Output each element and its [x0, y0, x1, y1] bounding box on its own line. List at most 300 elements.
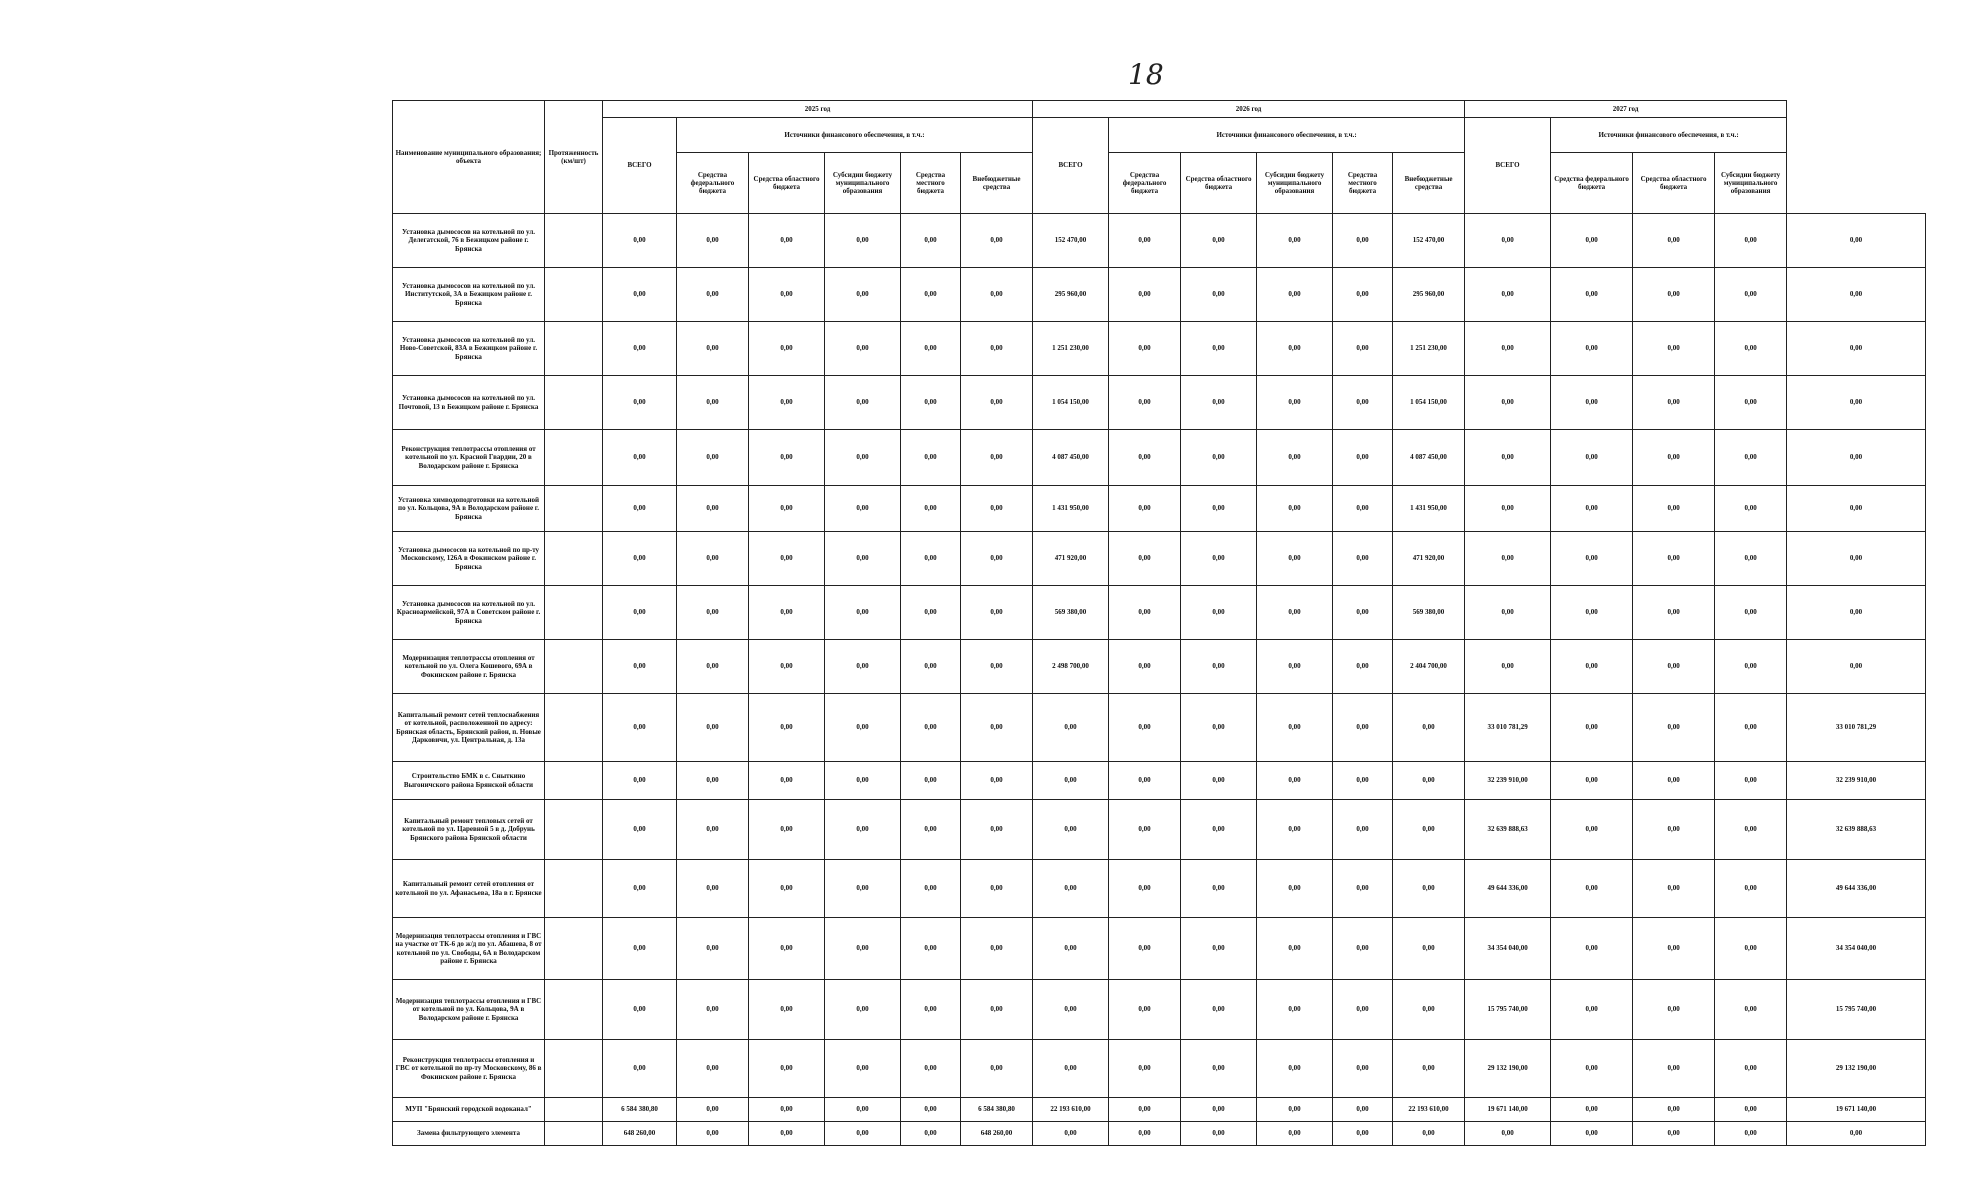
value-cell: 0,00 — [1715, 322, 1787, 376]
value-cell: 0,00 — [901, 800, 961, 860]
value-cell: 0,00 — [1465, 268, 1551, 322]
value-cell: 0,00 — [677, 322, 749, 376]
value-cell: 0,00 — [825, 762, 901, 800]
value-cell: 0,00 — [1257, 486, 1333, 532]
value-cell: 0,00 — [1181, 1098, 1257, 1122]
value-cell: 0,00 — [749, 586, 825, 640]
table-row — [393, 918, 1926, 980]
value-cell: 0,00 — [1257, 918, 1333, 980]
value-cell: 0,00 — [749, 918, 825, 980]
value-cell: 0,00 — [1109, 980, 1181, 1040]
table-row — [393, 1040, 1926, 1098]
value-cell: 0,00 — [1633, 1122, 1715, 1146]
value-cell: 0,00 — [901, 586, 961, 640]
name-column-header: Наименование муниципального образования; объекта — [393, 101, 545, 214]
value-cell: 0,00 — [749, 640, 825, 694]
value-cell: 0,00 — [1715, 486, 1787, 532]
value-cell: 0,00 — [1465, 586, 1551, 640]
value-cell: 152 470,00 — [1033, 214, 1109, 268]
value-cell: 0,00 — [1633, 980, 1715, 1040]
value-cell: 0,00 — [1109, 800, 1181, 860]
value-cell: 0,00 — [825, 376, 901, 430]
value-cell: 0,00 — [1333, 376, 1393, 430]
length-cell — [545, 800, 603, 860]
value-cell: 0,00 — [1465, 376, 1551, 430]
table-row — [393, 532, 1926, 586]
value-cell: 0,00 — [603, 532, 677, 586]
value-cell: 0,00 — [1109, 918, 1181, 980]
value-cell: 0,00 — [1551, 640, 1633, 694]
value-cell: 0,00 — [1181, 860, 1257, 918]
value-cell: 0,00 — [901, 1122, 961, 1146]
value-cell: 0,00 — [1715, 532, 1787, 586]
value-cell: 0,00 — [1787, 430, 1926, 486]
object-name-cell: Установка дымососов на котельной по ул. Ново-Советской, 83А в Бежицком районе г. Брянска — [393, 322, 545, 376]
value-cell: 0,00 — [677, 640, 749, 694]
value-cell: 0,00 — [1257, 860, 1333, 918]
value-cell: 4 087 450,00 — [1393, 430, 1465, 486]
value-cell: 0,00 — [677, 1122, 749, 1146]
value-cell: 0,00 — [1715, 800, 1787, 860]
value-cell: 0,00 — [749, 762, 825, 800]
value-cell: 0,00 — [1033, 800, 1109, 860]
value-cell: 0,00 — [1551, 762, 1633, 800]
value-cell: 0,00 — [1393, 800, 1465, 860]
value-cell: 0,00 — [1109, 586, 1181, 640]
value-cell: 0,00 — [825, 640, 901, 694]
value-cell: 0,00 — [1181, 532, 1257, 586]
value-cell: 0,00 — [1633, 430, 1715, 486]
value-cell: 0,00 — [1715, 980, 1787, 1040]
value-cell: 0,00 — [1633, 762, 1715, 800]
value-cell: 0,00 — [677, 486, 749, 532]
value-cell: 0,00 — [1257, 694, 1333, 762]
value-cell: 1 431 950,00 — [1033, 486, 1109, 532]
table-row — [393, 486, 1926, 532]
value-cell: 0,00 — [961, 532, 1033, 586]
value-cell: 0,00 — [1333, 268, 1393, 322]
object-name-cell: Реконструкция теплотрассы отопления и ГВС от котельной по пр-ту Московскому, 86 в Фокинском районе г. Брянска — [393, 1040, 545, 1098]
value-cell: 0,00 — [1551, 1098, 1633, 1122]
value-cell: 0,00 — [677, 268, 749, 322]
length-cell — [545, 694, 603, 762]
table-row — [393, 800, 1926, 860]
value-cell: 29 132 190,00 — [1787, 1040, 1926, 1098]
value-cell: 0,00 — [1715, 214, 1787, 268]
value-cell: 32 239 910,00 — [1465, 762, 1551, 800]
object-name-cell: Установка дымососов на котельной по ул. Делегатской, 76 в Бежицком районе г. Брянска — [393, 214, 545, 268]
value-cell: 0,00 — [901, 1098, 961, 1122]
value-cell: 0,00 — [1109, 376, 1181, 430]
financing-table — [392, 100, 1926, 1146]
table-row — [393, 980, 1926, 1040]
sources-group-header: Источники финансового обеспечения, в т.ч.: — [677, 118, 1033, 153]
value-cell: 0,00 — [1257, 980, 1333, 1040]
value-cell: 0,00 — [1551, 532, 1633, 586]
value-cell: 0,00 — [1465, 430, 1551, 486]
source-header-regional: Средства областного бюджета — [1181, 153, 1257, 214]
value-cell: 0,00 — [961, 918, 1033, 980]
value-cell: 0,00 — [749, 980, 825, 1040]
value-cell: 0,00 — [961, 376, 1033, 430]
value-cell: 0,00 — [749, 430, 825, 486]
value-cell: 0,00 — [1109, 1040, 1181, 1098]
value-cell: 0,00 — [1109, 532, 1181, 586]
table-row — [393, 762, 1926, 800]
value-cell: 569 380,00 — [1033, 586, 1109, 640]
value-cell: 0,00 — [1787, 268, 1926, 322]
value-cell: 0,00 — [1333, 322, 1393, 376]
value-cell: 0,00 — [1181, 762, 1257, 800]
value-cell: 0,00 — [825, 980, 901, 1040]
value-cell: 0,00 — [1257, 322, 1333, 376]
table-body — [393, 214, 1926, 1146]
value-cell: 569 380,00 — [1393, 586, 1465, 640]
value-cell: 0,00 — [1333, 214, 1393, 268]
value-cell: 0,00 — [901, 430, 961, 486]
value-cell: 0,00 — [1393, 694, 1465, 762]
source-header-federal: Средства федерального бюджета — [677, 153, 749, 214]
value-cell: 4 087 450,00 — [1033, 430, 1109, 486]
value-cell: 1 251 230,00 — [1033, 322, 1109, 376]
object-name-cell: Строительство БМК в с. Сныткино Выгоничского района Брянской области — [393, 762, 545, 800]
page-number: 18 — [1128, 58, 1164, 91]
value-cell: 0,00 — [1633, 918, 1715, 980]
value-cell: 1 054 150,00 — [1033, 376, 1109, 430]
table-row — [393, 860, 1926, 918]
value-cell: 0,00 — [1181, 800, 1257, 860]
value-cell: 0,00 — [1333, 918, 1393, 980]
value-cell: 0,00 — [1333, 1040, 1393, 1098]
value-cell: 0,00 — [1787, 1122, 1926, 1146]
total-header: ВСЕГО — [1465, 118, 1551, 214]
value-cell: 0,00 — [1257, 1040, 1333, 1098]
value-cell: 0,00 — [603, 1040, 677, 1098]
value-cell: 0,00 — [961, 1040, 1033, 1098]
value-cell: 0,00 — [901, 640, 961, 694]
value-cell: 0,00 — [961, 322, 1033, 376]
value-cell: 0,00 — [1333, 586, 1393, 640]
length-cell — [545, 430, 603, 486]
value-cell: 0,00 — [677, 532, 749, 586]
value-cell: 0,00 — [1181, 1040, 1257, 1098]
value-cell: 0,00 — [749, 214, 825, 268]
source-header-extrabudget: Внебюджетные средства — [961, 153, 1033, 214]
value-cell: 0,00 — [1715, 762, 1787, 800]
value-cell: 0,00 — [961, 214, 1033, 268]
length-cell — [545, 322, 603, 376]
value-cell: 648 260,00 — [603, 1122, 677, 1146]
value-cell: 0,00 — [677, 694, 749, 762]
value-cell: 0,00 — [825, 586, 901, 640]
object-name-cell: Реконструкция теплотрассы отопления от котельной по ул. Красной Гвардии, 20 в Володарском районе г. Брянска — [393, 430, 545, 486]
value-cell: 0,00 — [1109, 430, 1181, 486]
object-name-cell: Установка дымососов на котельной по ул. Красноармейской, 97А в Советском районе г. Брянска — [393, 586, 545, 640]
table-row — [393, 694, 1926, 762]
value-cell: 0,00 — [1551, 980, 1633, 1040]
value-cell: 0,00 — [1393, 918, 1465, 980]
source-header-regional: Средства областного бюджета — [1633, 153, 1715, 214]
value-cell: 0,00 — [1181, 430, 1257, 486]
value-cell: 0,00 — [1181, 694, 1257, 762]
value-cell: 0,00 — [1633, 860, 1715, 918]
length-cell — [545, 532, 603, 586]
value-cell: 648 260,00 — [961, 1122, 1033, 1146]
value-cell: 0,00 — [901, 860, 961, 918]
table-row — [393, 586, 1926, 640]
value-cell: 0,00 — [1257, 762, 1333, 800]
value-cell: 0,00 — [901, 694, 961, 762]
value-cell: 0,00 — [1715, 1040, 1787, 1098]
value-cell: 0,00 — [1109, 268, 1181, 322]
value-cell: 0,00 — [825, 694, 901, 762]
value-cell: 0,00 — [677, 980, 749, 1040]
table-row — [393, 430, 1926, 486]
value-cell: 0,00 — [1633, 322, 1715, 376]
value-cell: 0,00 — [603, 322, 677, 376]
length-cell — [545, 1040, 603, 1098]
value-cell: 0,00 — [1033, 1122, 1109, 1146]
value-cell: 0,00 — [1033, 860, 1109, 918]
value-cell: 0,00 — [1787, 322, 1926, 376]
value-cell: 0,00 — [749, 322, 825, 376]
total-header: ВСЕГО — [1033, 118, 1109, 214]
value-cell: 0,00 — [677, 376, 749, 430]
value-cell: 0,00 — [1715, 694, 1787, 762]
value-cell: 0,00 — [749, 268, 825, 322]
table-row — [393, 1098, 1926, 1122]
value-cell: 6 584 380,80 — [961, 1098, 1033, 1122]
table-row — [393, 214, 1926, 268]
value-cell: 15 795 740,00 — [1465, 980, 1551, 1040]
value-cell: 0,00 — [1333, 640, 1393, 694]
value-cell: 0,00 — [1393, 1122, 1465, 1146]
value-cell: 49 644 336,00 — [1465, 860, 1551, 918]
value-cell: 0,00 — [1551, 430, 1633, 486]
length-cell — [545, 376, 603, 430]
value-cell: 0,00 — [603, 800, 677, 860]
value-cell: 32 639 888,63 — [1465, 800, 1551, 860]
value-cell: 0,00 — [1633, 1040, 1715, 1098]
value-cell: 0,00 — [961, 694, 1033, 762]
value-cell: 0,00 — [961, 586, 1033, 640]
value-cell: 0,00 — [1333, 532, 1393, 586]
value-cell: 0,00 — [1333, 800, 1393, 860]
length-cell — [545, 980, 603, 1040]
value-cell: 471 920,00 — [1393, 532, 1465, 586]
value-cell: 0,00 — [825, 918, 901, 980]
object-name-cell: Модернизация теплотрассы отопления от котельной по ул. Олега Кошевого, 69А в Фокинском районе г. Брянска — [393, 640, 545, 694]
value-cell: 22 193 610,00 — [1393, 1098, 1465, 1122]
value-cell: 0,00 — [825, 1098, 901, 1122]
value-cell: 0,00 — [1333, 694, 1393, 762]
value-cell: 0,00 — [1787, 214, 1926, 268]
value-cell: 0,00 — [603, 430, 677, 486]
value-cell: 0,00 — [961, 268, 1033, 322]
source-header-subsidy: Субсидии бюджету муниципального образования — [1715, 153, 1787, 214]
value-cell: 0,00 — [1257, 1122, 1333, 1146]
value-cell: 0,00 — [1257, 214, 1333, 268]
length-cell — [545, 268, 603, 322]
value-cell: 0,00 — [825, 1040, 901, 1098]
value-cell: 0,00 — [1257, 532, 1333, 586]
value-cell: 0,00 — [1181, 1122, 1257, 1146]
value-cell: 0,00 — [603, 980, 677, 1040]
value-cell: 0,00 — [1787, 486, 1926, 532]
value-cell: 295 960,00 — [1033, 268, 1109, 322]
value-cell: 32 639 888,63 — [1787, 800, 1926, 860]
value-cell: 0,00 — [603, 486, 677, 532]
value-cell: 0,00 — [1551, 268, 1633, 322]
value-cell: 152 470,00 — [1393, 214, 1465, 268]
table-row — [393, 322, 1926, 376]
value-cell: 0,00 — [1257, 1098, 1333, 1122]
value-cell: 0,00 — [603, 762, 677, 800]
value-cell: 0,00 — [1551, 586, 1633, 640]
value-cell: 0,00 — [961, 860, 1033, 918]
value-cell: 0,00 — [1551, 694, 1633, 762]
table-row — [393, 268, 1926, 322]
value-cell: 0,00 — [677, 586, 749, 640]
value-cell: 0,00 — [825, 322, 901, 376]
value-cell: 0,00 — [961, 980, 1033, 1040]
value-cell: 0,00 — [1551, 214, 1633, 268]
value-cell: 0,00 — [901, 762, 961, 800]
value-cell: 33 010 781,29 — [1787, 694, 1926, 762]
value-cell: 0,00 — [1181, 376, 1257, 430]
value-cell: 0,00 — [1257, 430, 1333, 486]
value-cell: 0,00 — [677, 1098, 749, 1122]
value-cell: 0,00 — [1181, 980, 1257, 1040]
value-cell: 0,00 — [603, 268, 677, 322]
value-cell: 0,00 — [1551, 486, 1633, 532]
value-cell: 0,00 — [1181, 322, 1257, 376]
value-cell: 22 193 610,00 — [1033, 1098, 1109, 1122]
value-cell: 0,00 — [825, 486, 901, 532]
value-cell: 2 498 700,00 — [1033, 640, 1109, 694]
value-cell: 0,00 — [1633, 486, 1715, 532]
value-cell: 0,00 — [1633, 376, 1715, 430]
value-cell: 0,00 — [1109, 640, 1181, 694]
value-cell: 0,00 — [1333, 1122, 1393, 1146]
object-name-cell: Установка дымососов на котельной по ул. Институтской, 3А в Бежицком районе г. Брянска — [393, 268, 545, 322]
sources-group-header: Источники финансового обеспечения, в т.ч.: — [1551, 118, 1787, 153]
value-cell: 1 251 230,00 — [1393, 322, 1465, 376]
value-cell: 0,00 — [901, 532, 961, 586]
value-cell: 0,00 — [1033, 1040, 1109, 1098]
value-cell: 0,00 — [825, 430, 901, 486]
value-cell: 0,00 — [1181, 486, 1257, 532]
value-cell: 0,00 — [1393, 860, 1465, 918]
value-cell: 0,00 — [749, 800, 825, 860]
value-cell: 0,00 — [901, 1040, 961, 1098]
value-cell: 0,00 — [825, 1122, 901, 1146]
value-cell: 32 239 910,00 — [1787, 762, 1926, 800]
source-header-subsidy: Субсидии бюджету муниципального образования — [1257, 153, 1333, 214]
value-cell: 0,00 — [1715, 268, 1787, 322]
value-cell: 0,00 — [1633, 214, 1715, 268]
value-cell: 0,00 — [1551, 800, 1633, 860]
value-cell: 0,00 — [1181, 268, 1257, 322]
value-cell: 0,00 — [1109, 322, 1181, 376]
value-cell: 0,00 — [1181, 586, 1257, 640]
value-cell: 34 354 040,00 — [1465, 918, 1551, 980]
table-header — [393, 101, 1926, 214]
value-cell: 0,00 — [1787, 586, 1926, 640]
value-cell: 0,00 — [677, 430, 749, 486]
value-cell: 0,00 — [677, 918, 749, 980]
value-cell: 0,00 — [1633, 268, 1715, 322]
object-name-cell: Установка дымососов на котельной по ул. Почтовой, 13 в Бежицком районе г. Брянска — [393, 376, 545, 430]
value-cell: 0,00 — [1715, 1098, 1787, 1122]
value-cell: 0,00 — [825, 214, 901, 268]
value-cell: 0,00 — [1551, 322, 1633, 376]
value-cell: 0,00 — [1257, 800, 1333, 860]
year-header-2026: 2026 год — [1033, 101, 1465, 118]
source-header-federal: Средства федерального бюджета — [1551, 153, 1633, 214]
value-cell: 0,00 — [1551, 918, 1633, 980]
value-cell: 0,00 — [1715, 586, 1787, 640]
value-cell: 295 960,00 — [1393, 268, 1465, 322]
value-cell: 0,00 — [677, 1040, 749, 1098]
value-cell: 0,00 — [1633, 586, 1715, 640]
value-cell: 0,00 — [961, 486, 1033, 532]
value-cell: 0,00 — [749, 1122, 825, 1146]
length-cell — [545, 1098, 603, 1122]
value-cell: 19 671 140,00 — [1787, 1098, 1926, 1122]
value-cell: 0,00 — [961, 640, 1033, 694]
value-cell: 471 920,00 — [1033, 532, 1109, 586]
value-cell: 0,00 — [1257, 586, 1333, 640]
object-name-cell: Модернизация теплотрассы отопления и ГВС от котельной по ул. Кольцова, 9А в Володарском районе г. Брянска — [393, 980, 545, 1040]
value-cell: 0,00 — [961, 800, 1033, 860]
value-cell: 0,00 — [1033, 694, 1109, 762]
value-cell: 0,00 — [749, 1040, 825, 1098]
value-cell: 0,00 — [603, 586, 677, 640]
length-cell — [545, 1122, 603, 1146]
value-cell: 0,00 — [1181, 918, 1257, 980]
value-cell: 0,00 — [901, 376, 961, 430]
year-header-2025: 2025 год — [603, 101, 1033, 118]
value-cell: 0,00 — [749, 532, 825, 586]
value-cell: 0,00 — [603, 376, 677, 430]
value-cell: 0,00 — [1333, 486, 1393, 532]
value-cell: 0,00 — [1033, 918, 1109, 980]
value-cell: 0,00 — [1633, 1098, 1715, 1122]
value-cell: 0,00 — [1465, 1122, 1551, 1146]
value-cell: 1 431 950,00 — [1393, 486, 1465, 532]
value-cell: 29 132 190,00 — [1465, 1040, 1551, 1098]
value-cell: 0,00 — [1109, 1098, 1181, 1122]
value-cell: 0,00 — [1181, 640, 1257, 694]
year-header-2027: 2027 год — [1465, 101, 1787, 118]
value-cell: 0,00 — [1787, 640, 1926, 694]
value-cell: 0,00 — [749, 860, 825, 918]
value-cell: 0,00 — [1633, 640, 1715, 694]
value-cell: 0,00 — [1465, 640, 1551, 694]
value-cell: 0,00 — [1109, 1122, 1181, 1146]
source-header-federal: Средства федерального бюджета — [1109, 153, 1181, 214]
sources-group-header: Источники финансового обеспечения, в т.ч.: — [1109, 118, 1465, 153]
value-cell: 19 671 140,00 — [1465, 1098, 1551, 1122]
object-name-cell: МУП "Брянский городской водоканал" — [393, 1098, 545, 1122]
value-cell: 0,00 — [901, 980, 961, 1040]
value-cell: 0,00 — [603, 860, 677, 918]
value-cell: 0,00 — [1551, 376, 1633, 430]
value-cell: 6 584 380,80 — [603, 1098, 677, 1122]
value-cell: 0,00 — [1333, 860, 1393, 918]
value-cell: 0,00 — [1393, 980, 1465, 1040]
